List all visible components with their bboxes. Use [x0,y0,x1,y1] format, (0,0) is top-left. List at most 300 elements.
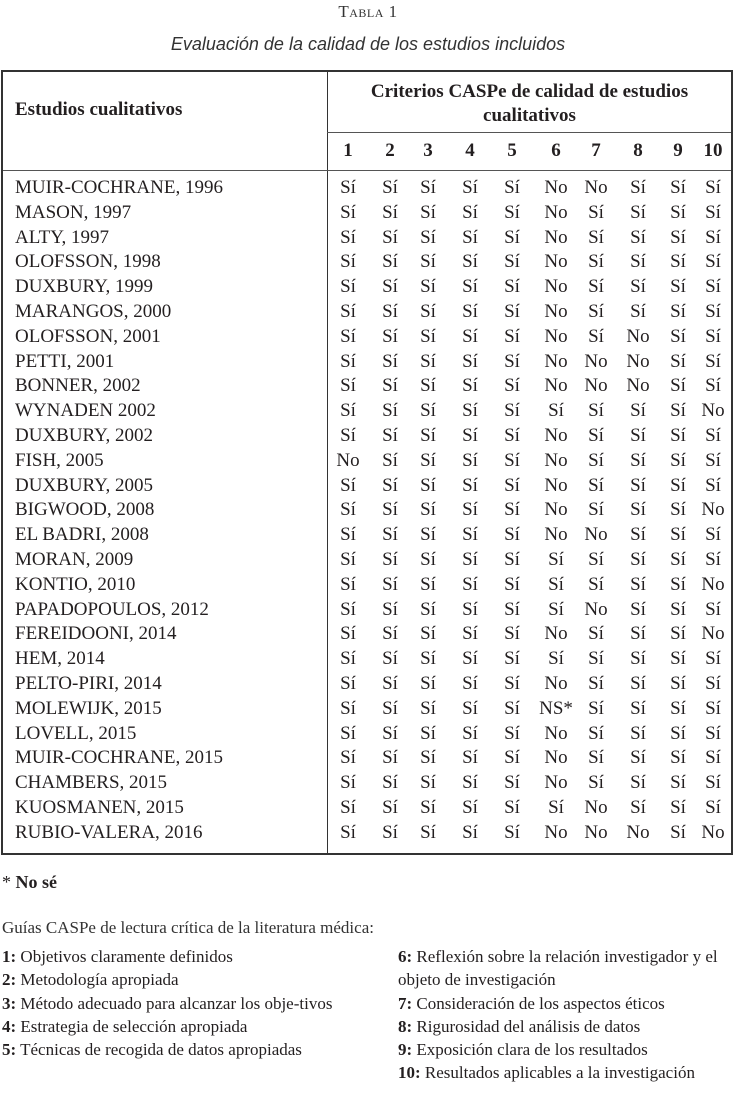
criterion-value: Sí [420,796,436,818]
criterion-value: Sí [420,499,436,521]
criterion-value: Sí [462,276,478,298]
criterion-value: Sí [670,449,686,471]
criterion-value: Sí [504,201,520,223]
criterion-value: Sí [462,672,478,694]
table-row [3,201,731,226]
header-divider [3,170,731,171]
criterion-value: No [544,276,568,298]
criterion-value: Sí [630,623,646,645]
study-name: FISH, 2005 [15,449,104,471]
criterion-value: Sí [670,226,686,248]
criterion-value: Sí [504,772,520,794]
criterion-value: Sí [630,722,646,744]
criterion-value: NS* [539,697,573,719]
criterion-value: Sí [420,177,436,198]
table-row [3,523,731,548]
criterion-value: Sí [420,648,436,670]
legend-text: Exposición clara de los resultados [416,1040,648,1060]
criterion-value: Sí [462,598,478,620]
criteria-legend-left [2,945,382,1061]
criterion-value: Sí [705,177,721,198]
criterion-value: Sí [504,524,520,546]
criteria-number: 8 [633,140,643,161]
study-name: PAPADOPOULOS, 2012 [15,598,209,620]
criterion-value: Sí [504,672,520,694]
studies-column-header: Estudios cualitativos [15,99,183,120]
criterion-value: Sí [504,226,520,248]
study-name: KUOSMANEN, 2015 [15,796,184,818]
legend-key: 1: [2,947,17,966]
legend-item [398,1015,736,1038]
criterion-value: Sí [462,350,478,372]
criterion-value: Sí [670,201,686,223]
criterion-value: No [544,772,568,794]
criterion-value: Sí [340,474,356,496]
legend-text: Técnicas de recogida de datos apropiadas [20,1040,302,1060]
criterion-value: Sí [588,474,604,496]
criterion-value: Sí [420,300,436,322]
criterion-value: Sí [630,697,646,719]
study-name: WYNADEN 2002 [15,400,156,422]
criterion-value: Sí [705,325,721,347]
criterion-value: Sí [382,499,398,521]
table-row [3,374,731,399]
criterion-value: Sí [705,648,721,670]
criterion-value: No [584,524,608,546]
criterion-value: Sí [670,796,686,818]
legend-text: Reflexión sobre la relación investigador y el objeto de investigación [398,947,718,990]
criterion-value: Sí [670,821,686,843]
criteria-number: 9 [673,140,683,161]
criterion-value: Sí [382,524,398,546]
criterion-value: No [701,573,725,595]
criterion-value: No [626,325,650,347]
criterion-value: Sí [504,276,520,298]
criterion-value: Sí [588,300,604,322]
criterion-value: Sí [588,722,604,744]
criterion-value: Sí [705,747,721,769]
criterion-value: Sí [462,573,478,595]
legend-item [398,992,736,1015]
criterion-value: Sí [382,796,398,818]
criterion-value: No [584,177,608,198]
criterion-value: Sí [420,747,436,769]
table-row [3,275,731,300]
criterion-value: Sí [588,424,604,446]
table-row [3,697,731,722]
criterion-value: Sí [420,672,436,694]
criterion-value: Sí [382,548,398,570]
criterion-value: No [584,350,608,372]
legend-item [2,968,382,991]
table-row [3,498,731,523]
criterion-value: No [544,524,568,546]
study-name: OLOFSSON, 1998 [15,251,161,273]
criterion-value: Sí [630,424,646,446]
study-name: PELTO-PIRI, 2014 [15,672,162,694]
criterion-value: Sí [382,375,398,397]
criterion-value: Sí [630,400,646,422]
study-name: HEM, 2014 [15,648,105,670]
criterion-value: Sí [382,573,398,595]
criterion-value: Sí [462,449,478,471]
criterion-value: Sí [670,350,686,372]
criterion-value: Sí [670,598,686,620]
criterion-value: Sí [382,276,398,298]
criterion-value: No [584,375,608,397]
criterion-value: Sí [420,251,436,273]
criterion-value: Sí [705,276,721,298]
criterion-value: Sí [382,697,398,719]
criterion-value: Sí [670,400,686,422]
criterion-value: Sí [670,548,686,570]
legend-key: 5: [2,1040,17,1060]
legend-text: Método adecuado para alcanzar los obje-tivos [20,993,333,1013]
criterion-value: Sí [504,177,520,198]
criterion-value: Sí [340,697,356,719]
criterion-value: Sí [340,548,356,570]
legend-text: Resultados aplicables a la investigación [424,1063,695,1083]
criterion-value: Sí [504,697,520,719]
study-name: MUIR-COCHRANE, 2015 [15,747,223,769]
criterion-value: Sí [670,300,686,322]
legend-item [2,992,382,1015]
criterion-value: Sí [382,325,398,347]
study-name: BIGWOOD, 2008 [15,499,155,521]
criterion-value: Sí [504,474,520,496]
criterion-value: Sí [462,623,478,645]
criterion-value: Sí [670,524,686,546]
criterion-value: Sí [588,648,604,670]
table-row [3,548,731,573]
criterion-value: Sí [705,226,721,248]
criterion-value: Sí [340,300,356,322]
table-row [3,647,731,672]
criterion-value: Sí [705,350,721,372]
criterion-value: Sí [670,424,686,446]
criterion-value: Sí [462,300,478,322]
criterion-value: Sí [630,747,646,769]
criterion-value: Sí [670,325,686,347]
study-name: MARANGOS, 2000 [15,300,172,322]
criterion-value: No [626,350,650,372]
criterion-value: No [544,672,568,694]
table-row [3,746,731,771]
criterion-value: Sí [340,375,356,397]
criterion-value: Sí [340,772,356,794]
criterion-value: Sí [420,772,436,794]
criterion-value: Sí [630,474,646,496]
criterion-value: Sí [588,276,604,298]
criteria-header-divider [327,132,731,133]
criterion-value: Sí [705,424,721,446]
study-name: MORAN, 2009 [15,548,134,570]
criterion-value: No [544,177,568,198]
criterion-value: No [584,796,608,818]
footnote [2,872,57,893]
criterion-value: Sí [382,474,398,496]
criterion-value: No [544,350,568,372]
criterion-value: Sí [420,722,436,744]
criterion-value: Sí [630,672,646,694]
criterion-value: Sí [670,772,686,794]
criterion-value: Sí [462,177,478,198]
criterion-value: Sí [588,226,604,248]
criterion-value: Sí [670,697,686,719]
criterion-value: Sí [504,821,520,843]
criterion-value: Sí [382,177,398,198]
criterion-value: No [626,821,650,843]
table-row [3,771,731,796]
criterion-value: Sí [588,623,604,645]
criterion-value: Sí [340,623,356,645]
criterion-value: Sí [382,424,398,446]
criterion-value: Sí [420,400,436,422]
criterion-value: Sí [462,747,478,769]
criterion-value: Sí [340,524,356,546]
criterion-value: Sí [670,474,686,496]
criterion-value: Sí [340,251,356,273]
table-row [3,399,731,424]
criterion-value: Sí [588,697,604,719]
criterion-value: Sí [705,474,721,496]
legend-key: 7: [398,993,413,1013]
criterion-value: Sí [504,424,520,446]
criterion-value: Sí [705,375,721,397]
criterion-value: No [544,251,568,273]
criterion-value: Sí [504,598,520,620]
criterion-value: Sí [670,177,686,198]
criterion-value: No [544,375,568,397]
study-name: PETTI, 2001 [15,350,115,372]
criterion-value: Sí [340,499,356,521]
criterion-value: Sí [630,796,646,818]
criterion-value: Sí [588,672,604,694]
study-name: FEREIDOONI, 2014 [15,623,177,645]
criterion-value: Sí [340,672,356,694]
legend-key: 10: [398,1063,421,1083]
criterion-value: Sí [382,449,398,471]
criteria-legend-right [398,945,736,1085]
criterion-value: Sí [420,325,436,347]
table-row [3,622,731,647]
table-row [3,176,731,201]
criterion-value: Sí [670,499,686,521]
criterion-value: Sí [705,300,721,322]
footnote-text: No sé [15,872,57,892]
criterion-value: Sí [340,276,356,298]
criterion-value: Sí [420,548,436,570]
criterion-value: Sí [630,524,646,546]
criterion-value: Sí [548,796,564,818]
criterion-value: Sí [382,648,398,670]
criterion-value: Sí [420,697,436,719]
criterion-value: Sí [588,201,604,223]
criterion-value: Sí [340,201,356,223]
table-row [3,573,731,598]
table-row [3,474,731,499]
legend-key: 3: [2,993,17,1013]
criterion-value: No [701,400,725,422]
criterion-value: Sí [670,623,686,645]
legend-key: 9: [398,1040,413,1060]
table-row [3,821,731,846]
criterion-value: Sí [630,177,646,198]
criterion-value: Sí [340,400,356,422]
criterion-value: Sí [670,251,686,273]
criterion-value: Sí [340,226,356,248]
criterion-value: Sí [548,598,564,620]
criterion-value: Sí [588,573,604,595]
criterion-value: Sí [420,201,436,223]
study-name: MOLEWIJK, 2015 [15,697,162,719]
criterion-value: Sí [670,747,686,769]
criterion-value: Sí [340,648,356,670]
criterion-value: Sí [630,449,646,471]
criterion-value: Sí [420,375,436,397]
criterion-value: Sí [588,449,604,471]
table-row [3,672,731,697]
criterion-value: Sí [462,499,478,521]
criterion-value: Sí [548,573,564,595]
criterion-value: Sí [462,226,478,248]
criterion-value: Sí [705,598,721,620]
study-name: BONNER, 2002 [15,375,141,397]
criterion-value: Sí [548,400,564,422]
study-name: LOVELL, 2015 [15,722,137,744]
footnote-symbol: * [2,872,11,892]
criterion-value: Sí [705,672,721,694]
criterion-value: Sí [588,548,604,570]
criterion-value: Sí [504,350,520,372]
criteria-number: 7 [591,140,601,161]
criterion-value: Sí [420,821,436,843]
legend-text: Objetivos claramente definidos [20,947,233,966]
criterion-value: Sí [462,325,478,347]
criterion-value: Sí [630,201,646,223]
criterion-value: No [544,821,568,843]
legend-item [2,1038,382,1061]
criterion-value: Sí [462,375,478,397]
criterion-value: Sí [705,449,721,471]
criteria-number: 2 [385,140,395,161]
criteria-numbers-row [328,140,731,166]
table-row [3,449,731,474]
criterion-value: Sí [462,524,478,546]
table-row [3,325,731,350]
criterion-value: Sí [588,747,604,769]
criterion-value: Sí [670,672,686,694]
criteria-number: 10 [703,140,723,161]
study-name: CHAMBERS, 2015 [15,772,168,794]
criterion-value: Sí [670,375,686,397]
criterion-value: Sí [382,747,398,769]
criterion-value: No [544,300,568,322]
criterion-value: Sí [340,424,356,446]
legend-text: Consideración de los aspectos éticos [416,993,665,1013]
legend-key: 6: [398,947,413,966]
guide-title: Guías CASPe de lectura crítica de la literatura médica: [2,918,374,937]
criterion-value: Sí [504,548,520,570]
criterion-value: Sí [462,474,478,496]
criterion-value: Sí [340,747,356,769]
criterion-value: Sí [630,226,646,248]
criterion-value: Sí [630,251,646,273]
criterion-value: No [544,499,568,521]
criterion-value: Sí [462,821,478,843]
criterion-value: Sí [705,796,721,818]
criterion-value: Sí [340,177,356,198]
criterion-value: Sí [382,350,398,372]
criterion-value: No [626,375,650,397]
criterion-value: No [544,226,568,248]
criterion-value: Sí [504,325,520,347]
criterion-value: Sí [548,548,564,570]
criterion-value: No [544,722,568,744]
criterion-value: Sí [420,474,436,496]
criteria-number: 1 [343,140,353,161]
criterion-value: Sí [588,772,604,794]
criterion-value: Sí [382,722,398,744]
criterion-value: Sí [588,251,604,273]
criterion-value: Sí [705,697,721,719]
criterion-value: No [701,623,725,645]
criterion-value: No [544,424,568,446]
criterion-value: Sí [382,623,398,645]
criterion-value: No [544,449,568,471]
criterion-value: Sí [420,598,436,620]
criterion-value: Sí [504,648,520,670]
criterion-value: Sí [504,747,520,769]
criterion-value: Sí [504,400,520,422]
criterion-value: No [584,821,608,843]
legend-text: Estrategia de selección apropiada [20,1016,248,1036]
criterion-value: Sí [420,449,436,471]
legend-key: 2: [2,970,17,990]
criterion-value: Sí [340,796,356,818]
table-label: Tabla 1 [338,2,398,21]
criterion-value: Sí [420,573,436,595]
criterion-value: Sí [420,424,436,446]
criterion-value: Sí [462,201,478,223]
criterion-value: No [584,598,608,620]
study-name: DUXBURY, 1999 [15,276,153,298]
criterion-value: Sí [705,201,721,223]
criterion-value: Sí [588,499,604,521]
criterion-value: Sí [630,548,646,570]
criterion-value: Sí [420,226,436,248]
legend-text: Metodología apropiada [20,970,179,990]
criterion-value: Sí [340,821,356,843]
criterion-value: No [544,474,568,496]
criterion-value: Sí [630,648,646,670]
criterion-value: Sí [630,772,646,794]
study-name: DUXBURY, 2005 [15,474,153,496]
criterion-value: Sí [420,623,436,645]
criterion-value: Sí [630,573,646,595]
criterion-value: No [544,325,568,347]
criterion-value: Sí [504,499,520,521]
criterion-value: Sí [670,573,686,595]
table-row [3,722,731,747]
criterion-value: Sí [705,772,721,794]
criterion-value: No [544,201,568,223]
criterion-value: Sí [705,548,721,570]
criterion-value: Sí [504,449,520,471]
criteria-number: 3 [423,140,433,161]
table-body [3,176,731,846]
criterion-value: Sí [670,276,686,298]
